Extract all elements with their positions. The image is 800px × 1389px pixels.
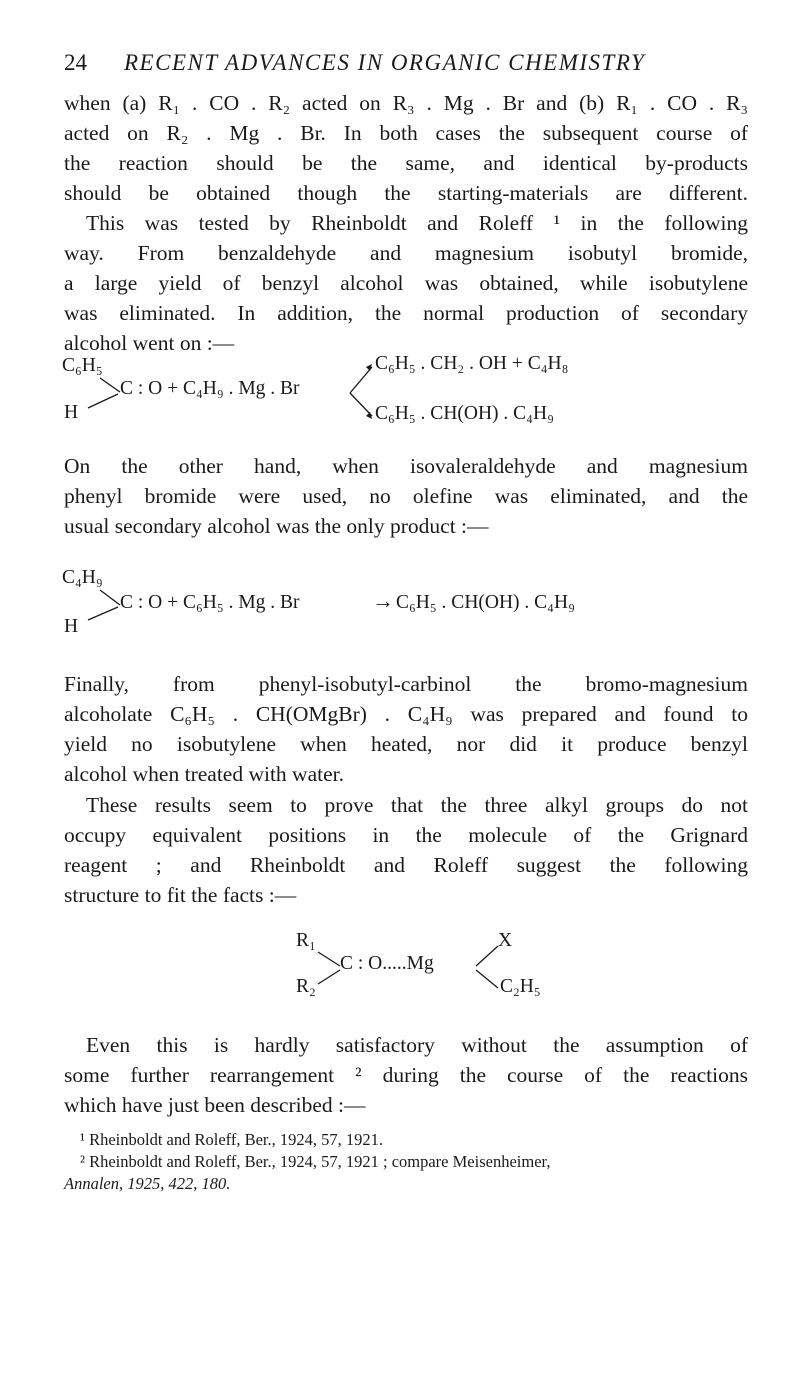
footnotes: [64, 1129, 748, 1195]
eq2-left-top: C₄H₉: [62, 567, 103, 588]
page-number: 24: [64, 50, 87, 75]
footnote-2-line-1: ² Rheinboldt and Roleff, Ber., 1924, 57, 1921 ; compare Meisenheimer,: [80, 1152, 551, 1171]
text-line: a large yield of benzyl alcohol was obtained, while isobutylene: [64, 271, 748, 295]
text-line: the reaction should be the same, and identical by-products: [64, 151, 748, 175]
text-line: On the other hand, when isovaleraldehyde and magnesium: [64, 454, 748, 478]
eq2-left-bottom: H: [64, 616, 79, 637]
text-line: structure to fit the facts :—: [64, 883, 297, 907]
text-line: Finally, from phenyl-isobutyl-carbinol the bromo-magnesium: [64, 672, 748, 696]
text-line: should be obtained though the starting-materials are different.: [64, 181, 748, 205]
eq3-r1: R₁: [296, 930, 316, 951]
text-line: alcohol went on :—: [64, 331, 235, 355]
footnote-1: ¹ Rheinboldt and Roleff, Ber., 1924, 57, 1921.: [80, 1130, 383, 1149]
eq2-product: C₆H₅ . CH(OH) . C₄H₉: [396, 592, 575, 613]
text-line: was eliminated. In addition, the normal production of secondary: [64, 301, 748, 325]
eq1-product-bottom: C₆H₅ . CH(OH) . C₄H₉: [375, 403, 554, 424]
text-line: when (a) R₁ . CO . R₂ acted on R₃ . Mg . Br and (b) R₁ . CO . R₃: [64, 91, 748, 115]
text-line: occupy equivalent positions in the molecule of the Grignard: [64, 823, 748, 847]
running-title: RECENT ADVANCES IN ORGANIC CHEMISTRY: [124, 50, 646, 75]
text-line: acted on R₂ . Mg . Br. In both cases the subsequent course of: [64, 121, 748, 145]
text-line: This was tested by Rheinboldt and Roleff ¹ in the following: [86, 211, 748, 235]
footnote-2-line-2: Annalen, 1925, 422, 180.: [64, 1174, 231, 1193]
eq1-product-top: C₆H₅ . CH₂ . OH + C₄H₈: [375, 353, 569, 374]
text-line: some further rearrangement ² during the course of the reactions: [64, 1063, 748, 1087]
text-line: usual secondary alcohol was the only product :—: [64, 514, 489, 538]
eq3-center: C : O.....Mg: [340, 953, 434, 974]
text-line: These results seem to prove that the three alkyl groups do not: [86, 793, 748, 817]
reaction-arrow: →: [372, 588, 394, 613]
paragraph-5: [64, 1030, 748, 1120]
eq3-c2h5: C₂H₅: [500, 976, 541, 997]
text-line: reagent ; and Rheinboldt and Roleff suggest the following: [64, 853, 748, 877]
eq3-x: X: [498, 930, 513, 951]
text-line: yield no isobutylene when heated, nor did it produce benzyl: [64, 732, 748, 756]
text-line: alcohol when treated with water.: [64, 762, 344, 786]
eq1-left-bottom: H: [64, 402, 79, 423]
eq2-center: C : O + C₆H₅ . Mg . Br: [120, 592, 300, 613]
eq1-center: C : O + C₄H₉ . Mg . Br: [120, 378, 300, 399]
eq1-left-top: C₆H₅: [62, 355, 103, 376]
eq3-r2: R₂: [296, 976, 316, 997]
text-line: phenyl bromide were used, no olefine was eliminated, and the: [64, 484, 748, 508]
text-line: way. From benzaldehyde and magnesium isobutyl bromide,: [64, 241, 748, 265]
text-line: alcoholate C₆H₅ . CH(OMgBr) . C₄H₉ was prepared and found to: [64, 702, 748, 726]
text-line: which have just been described :—: [64, 1093, 366, 1117]
text-line: Even this is hardly satisfactory without the assumption of: [86, 1033, 748, 1057]
